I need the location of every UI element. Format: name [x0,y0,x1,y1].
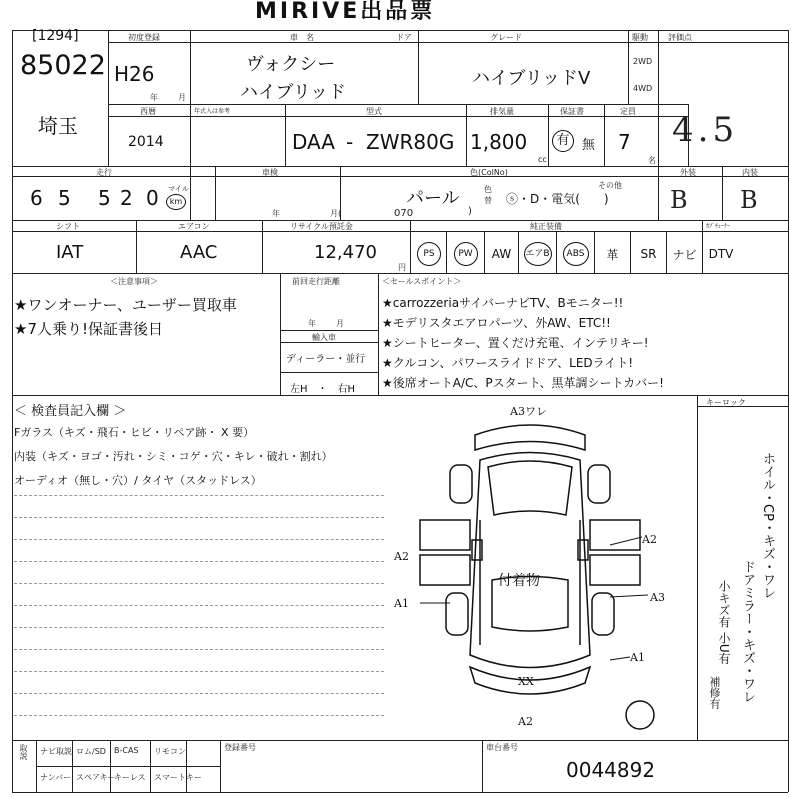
mark-left-rear: A1 [394,597,409,610]
note-line-2: ★7人乗り!保証書後日 [14,320,164,338]
warranty-yes: 有 [552,130,574,152]
katashiki-suffix: ZWR80G [366,130,455,154]
mark-right-rear: A1 [630,651,645,664]
equip-leather: 革 [606,247,619,262]
grade-value: ハイブリッドV [472,68,591,89]
equip-navi: ナビ [672,247,697,262]
month-unit: 月 [178,93,186,102]
color-change-label: 色替 [484,185,492,205]
tuner-label: ｶﾌﾞﾁｭｰﾅｰ [706,223,731,230]
history-label: 前回走行距離 [292,277,340,286]
mileage-label: 走行 [96,168,112,177]
exterior-grade: B [670,186,688,214]
year-unit: 年 [150,93,158,102]
model-year-value: 2014 [128,134,164,150]
front-bumper-shape [475,425,585,450]
mark-right-mid: A3 [650,591,665,604]
capacity-unit: 名 [648,156,656,165]
keyless-label: キーロック [706,398,746,407]
recycle-value: 12,470 [314,242,377,263]
shift-value: IAT [56,242,84,263]
mark-right-front: A2 [642,533,657,546]
mark-bottom: A2 [518,715,533,728]
entry-number: 85022 [20,50,106,81]
model-year-note: 年式入は参考 [194,108,231,115]
capacity-value: 7 [618,130,631,154]
history-year-unit: 年 [308,319,316,328]
color-label: 色(ColNo) [470,168,508,177]
aircon-value: AAC [180,242,218,263]
equip-pw: PW [447,237,484,271]
rating-label: 評価点 [668,33,692,42]
equip-airbag: エアB [519,237,556,271]
capacity-label: 定員 [620,107,636,116]
inspector-line-2: 内装（キズ・ヨゴ・汚れ・シミ・コゲ・穴・キレ・破れ・割れ） [14,450,333,463]
steering-side: 左H ・ 右H [290,384,356,395]
model-year-label: 西暦 [140,107,156,116]
katashiki-dash: - [346,130,354,154]
history-month-unit: 月 [336,319,344,328]
model-name-label: 車 名 [290,33,314,42]
yen-unit: 円 [398,263,406,272]
shift-label: シフト [56,222,80,231]
interior-grade: B [740,186,758,214]
drive-4wd: 4WD [633,84,653,93]
mark-front: A3ワレ [510,405,547,418]
option-label: その他 [598,181,622,190]
car-damage-diagram [380,405,690,735]
inspection-month-unit: 月( [330,209,342,218]
exterior-label: 外装 [680,168,696,177]
inspection-year-unit: 年 [272,209,280,218]
mark-rear: XX [518,675,534,688]
first-reg-label: 初度登録 [128,33,160,42]
mile-unit: マイル [168,185,189,193]
sheet-title: MIRIVE出品票 [255,0,436,24]
sales-label: ＜セールスポイント＞ [382,277,462,286]
recycle-label: リサイクル預託金 [290,222,353,231]
katashiki-prefix: DAA [292,130,335,154]
equipment-label: 純正装備 [530,222,562,231]
lot-number: [1294] [32,28,79,44]
inspector-heading: ＜ 検査員記入欄 ＞ [14,404,127,419]
body-outline [470,453,590,668]
notes-label: ＜注意事項＞ [110,277,158,286]
inspector-line-1: Fガラス（キズ・飛石・ヒビ・リペア跡・ X 要） [14,426,255,439]
paint-options: ⓢ・D・電気( ) [506,192,609,206]
equip-abs: ABS [557,237,594,271]
cc-unit: cc [538,155,547,164]
drive-2wd: 2WD [633,57,653,66]
warranty-label: 保証書 [560,107,584,116]
note-line-1: ★ワンオーナー、ユーザー買取車 [14,296,237,314]
car-name-line1: ヴォクシー [246,54,336,75]
equip-sunroof: SR [640,247,657,261]
dealer-parallel: ディーラー・並行 [286,354,366,365]
grade-label: グレード [490,33,522,42]
interior-label: 内装 [742,168,758,177]
car-name-line2: ハイブリッド [240,82,347,103]
inspector-line-3: オーディオ（無し・穴）/ タイヤ（スタッドレス） [14,474,262,487]
chassis-number: 0044892 [566,758,656,782]
inspection-label: 車検 [262,168,278,177]
import-label: 輸入車 [312,333,336,342]
mark-center: 付着物 [498,573,540,589]
aircon-label: エアコン [178,222,210,231]
warranty-no: 無 [582,138,596,153]
color-number: 070 [394,208,414,219]
equip-ps: PS [412,237,446,271]
equip-dtv: DTV [708,247,734,261]
color-value: パール [406,188,460,209]
displacement-value: 1,800 [470,130,528,154]
chassis-label: 車台番号 [486,743,518,752]
drive-label: 駆動 [632,33,648,42]
reg-number-label: 登録番号 [224,743,256,752]
prefecture: 埼玉 [38,114,78,138]
era-year: H26 [114,62,155,86]
displacement-label: 排気量 [490,107,514,116]
equip-aw: AW [491,247,512,261]
color-number-close: ) [468,206,472,217]
doors-label: ドア [396,33,412,42]
km-unit: km [166,194,186,210]
rating-value: 4.5 [672,110,739,150]
mark-left-front: A2 [394,550,409,563]
katashiki-label: 型式 [366,107,382,116]
